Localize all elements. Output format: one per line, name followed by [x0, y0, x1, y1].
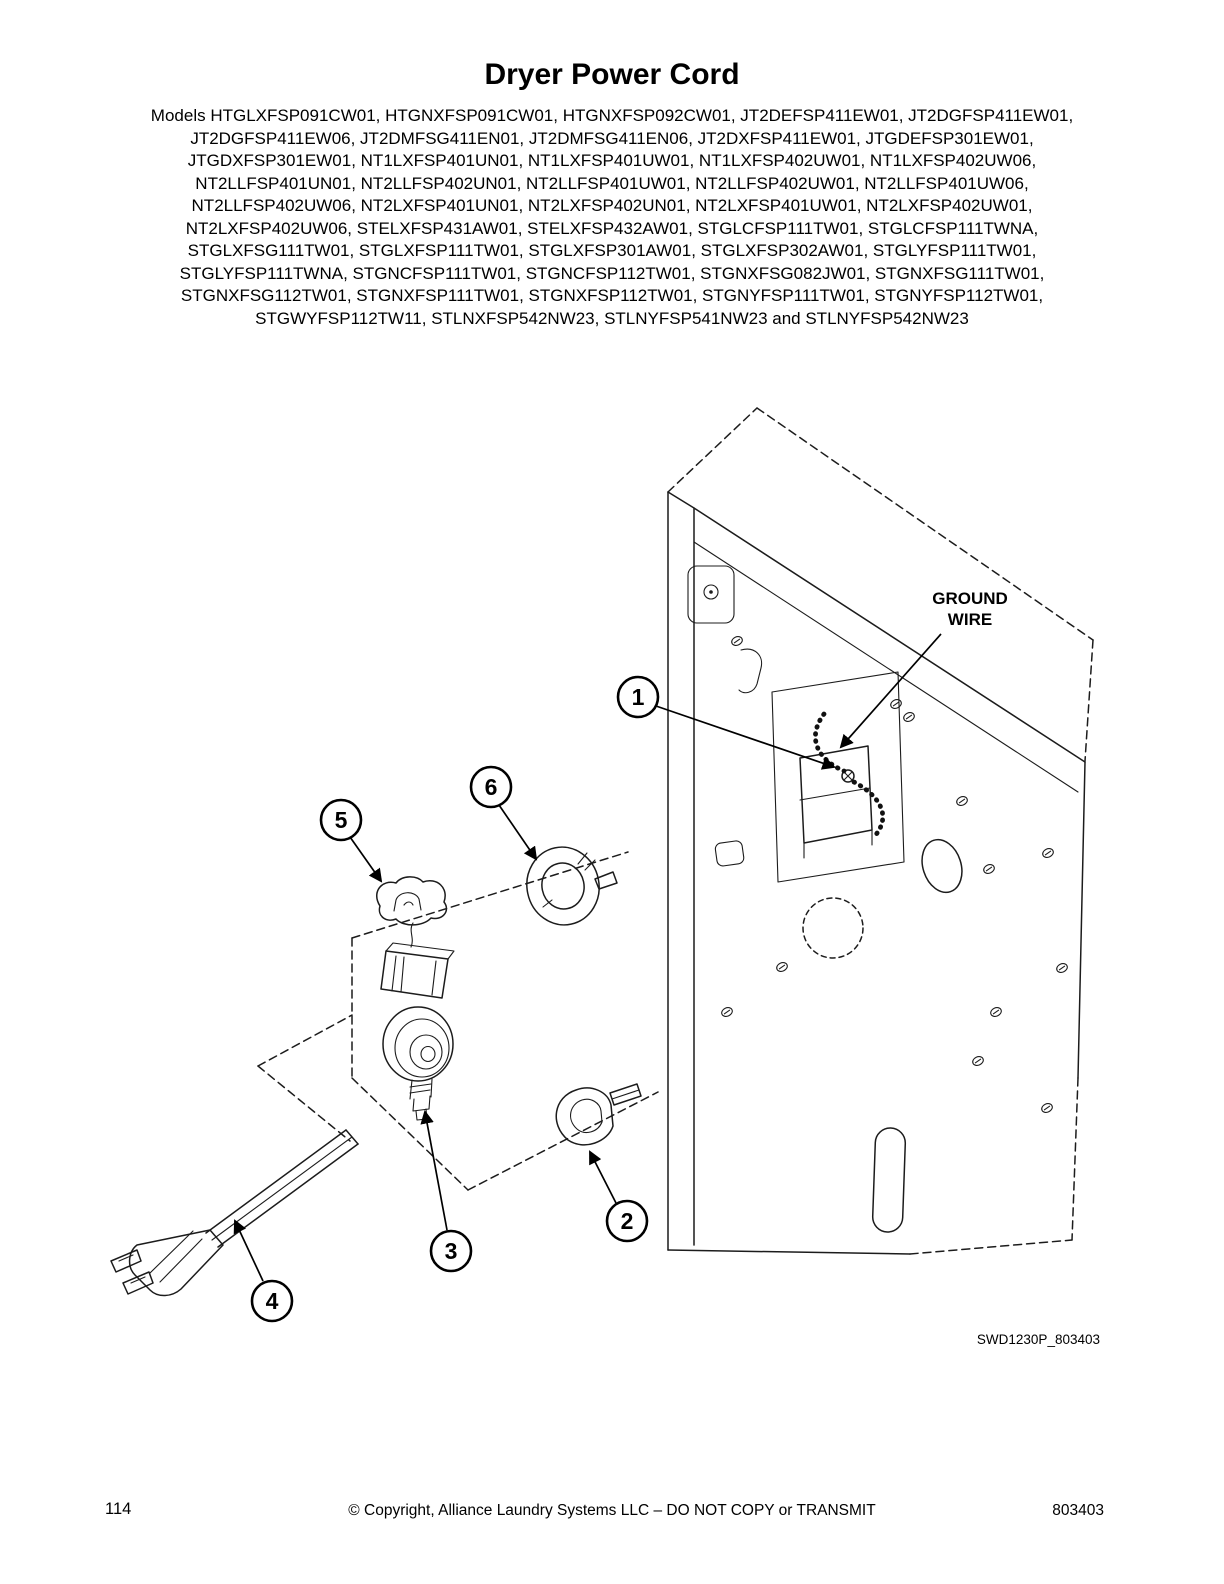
callout-3-number: 3 — [444, 1238, 458, 1264]
callout-1 — [618, 677, 658, 717]
model-list-line: STGNXFSG112TW01, STGNXFSP111TW01, STGNXFSP112TW01, STGNYFSP111TW01, STGNYFSP112TW01, — [180, 286, 1044, 305]
terminal-block-area — [772, 672, 904, 882]
model-list-line: NT2LXFSP402UW06, STELXFSP431AW01, STELXFSP432AW01, STGLCFSP111TW01, STGLCFSP111TWNA, — [185, 218, 1039, 238]
model-list-line: NT2LLFSP402UW06, NT2LXFSP401UN01, NT2LXFSP402UN01, NT2LXFSP401UW01, NT2LXFSP402UW01, — [191, 196, 1033, 215]
page-footer — [0, 1500, 1224, 1530]
model-list-line: STGLYFSP111TWNA, STGNCFSP111TW01, STGNCFSP112TW01, STGNXFSG082JW01, STGNXFSG111TW01, — [179, 263, 1045, 283]
callout-5-number: 5 — [334, 807, 348, 833]
figure-code: SWD1230P_803403 — [976, 1332, 1100, 1347]
dryer-back-panel — [668, 408, 1093, 1254]
page-title: Dryer Power Cord — [484, 58, 740, 91]
ground-wire-label — [932, 589, 1008, 629]
plug — [111, 1230, 223, 1296]
ground-wire-label-line2: WIRE — [947, 610, 993, 629]
model-list — [0, 105, 1224, 330]
leader-callout-3 — [425, 1112, 447, 1230]
model-list-line: STGWYFSP112TW11, STLNXFSP542NW23, STLNYFSP541NW23 and STLNYFSP542NW23 — [255, 308, 969, 328]
callout-5 — [321, 800, 361, 840]
document-number: 803403 — [1052, 1502, 1104, 1519]
leader-callout-2 — [590, 1152, 616, 1203]
exploded-plane-lines — [258, 852, 658, 1190]
leader-callout-5 — [350, 837, 381, 881]
page-number: 114 — [105, 1500, 132, 1518]
model-list-line: JT2DGFSP411EW06, JT2DMFSG411EN01, JT2DMFSG411EN06, JT2DXFSP411EW01, JTGDEFSP301EW01, — [190, 128, 1034, 148]
cord-connector — [383, 1007, 453, 1120]
leader-callout-4 — [235, 1221, 263, 1281]
leader-ground-wire — [841, 634, 941, 747]
leader-callout-1 — [656, 706, 834, 767]
power-cord — [111, 1130, 358, 1296]
model-list-line: STGLXFSG111TW01, STGLXFSP111TW01, STGLXFSP301AW01, STGLXFSP302AW01, STGLYFSP111TW01, — [187, 241, 1037, 260]
strain-relief-clamp — [377, 877, 454, 998]
callout-6-number: 6 — [484, 774, 498, 800]
leader-callout-6 — [499, 805, 536, 859]
ground-terminal-screw — [842, 770, 854, 782]
ground-wire-label-line1: GROUND — [932, 589, 1008, 608]
retaining-ring — [520, 840, 617, 931]
callout-1-number: 1 — [631, 684, 645, 710]
model-list-line: Models HTGLXFSP091CW01, HTGNXFSP091CW01, HTGNXFSP092CW01, JT2DEFSP411EW01, JT2DGFSP411EW01, — [150, 106, 1074, 125]
page-header — [0, 58, 1224, 330]
callout-2-number: 2 — [620, 1208, 634, 1234]
model-list-line: JTGDXFSP301EW01, NT1LXFSP401UN01, NT1LXFSP401UW01, NT1LXFSP402UW01, NT1LXFSP402UW06, — [187, 151, 1037, 170]
model-list-line: NT2LLFSP401UN01, NT2LLFSP402UN01, NT2LLFSP401UW01, NT2LLFSP402UW01, NT2LLFSP401UW06, — [195, 173, 1029, 193]
callout-2 — [607, 1201, 647, 1241]
callout-4-number: 4 — [265, 1288, 279, 1314]
callout-3 — [431, 1231, 471, 1271]
copyright-notice: © Copyright, Alliance Laundry Systems LLC – DO NOT COPY or TRANSMIT — [348, 1502, 876, 1519]
callout-4 — [252, 1281, 292, 1321]
callout-6 — [471, 767, 511, 807]
cord-clamp — [556, 1084, 641, 1145]
